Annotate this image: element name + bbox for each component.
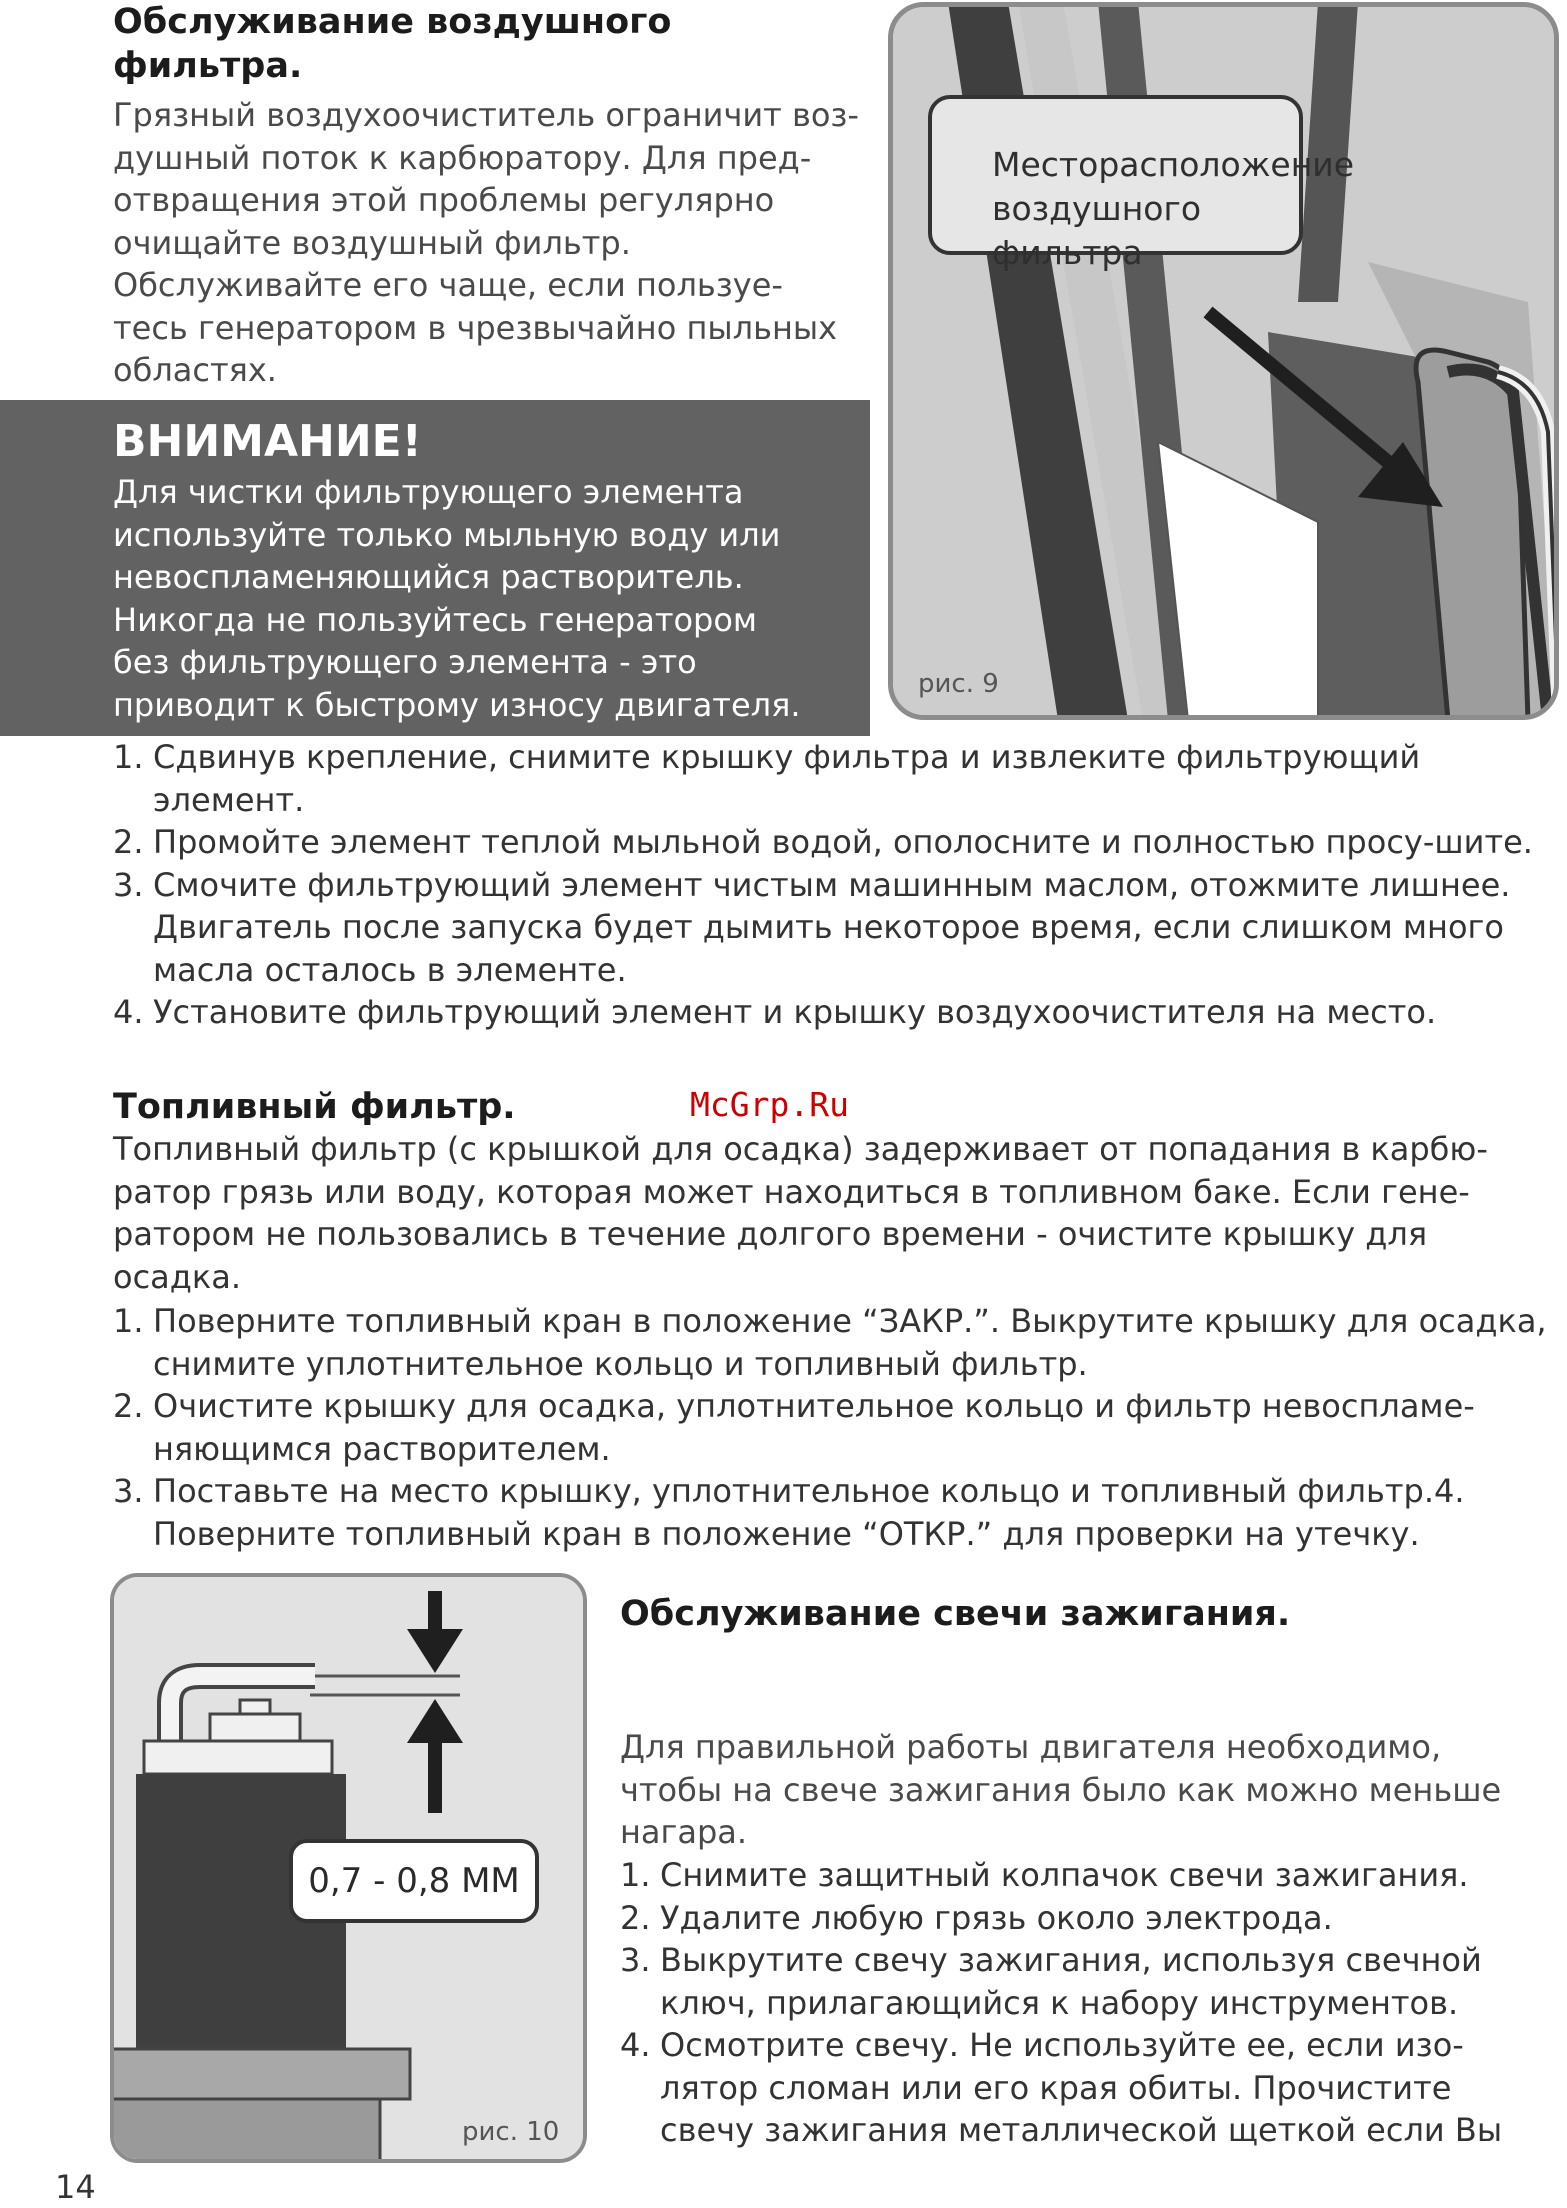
- air-filter-heading-line1: Обслуживание воздушного: [113, 2, 672, 42]
- air-filter-line: Грязный воздухоочиститель ограничит воз-: [113, 96, 859, 134]
- spark-line: чтобы на свече зажигания было как можно меньше: [620, 1770, 1502, 1809]
- list-item: [113, 736, 1563, 821]
- list-item: [620, 1897, 1540, 1940]
- page-number: 14: [55, 2168, 96, 2206]
- fuel-filter-heading: Топливный фильтр.: [113, 1087, 516, 1127]
- step-number: 3.: [620, 1941, 651, 1979]
- air-filter-line: душный поток к карбюратору. Для пред-: [113, 138, 812, 177]
- step-number: 1.: [113, 738, 144, 776]
- list-item: [113, 1385, 1563, 1470]
- step-number: 1.: [620, 1856, 651, 1894]
- step-number: 4.: [113, 993, 144, 1031]
- step-number: 2.: [113, 1387, 144, 1425]
- step-number: 3.: [113, 1472, 144, 1510]
- air-filter-paragraph: [113, 94, 873, 392]
- spark-plug-heading: Обслуживание свечи зажигания.: [620, 1594, 1291, 1634]
- fuel-filter-steps: [113, 1300, 1563, 1555]
- figure-9-air-filter-location: [888, 2, 1559, 720]
- figure-9-callout: [928, 95, 1355, 272]
- step-number: 4.: [620, 2026, 651, 2064]
- warning-line: без фильтрующего элемента - это: [113, 643, 697, 681]
- air-filter-line: отвращения этой проблемы регулярно: [113, 181, 775, 219]
- list-item: [620, 1939, 1540, 2024]
- list-item: [113, 864, 1563, 992]
- spark-line: нагара.: [620, 1813, 748, 1851]
- watermark-text: McGrp.Ru: [690, 1085, 849, 1124]
- warning-line: приводит к быстрому износу двигателя.: [113, 685, 801, 724]
- step-text: Поверните топливный кран в положение “ЗАКР.”. Выкрутите крышку для осадка, снимите уплотнительное кольцо и топливный фильтр.: [153, 1302, 1547, 1383]
- step-text: Сдвинув крепление, снимите крышку фильтра и извлеките фильтрующий элемент.: [153, 738, 1421, 819]
- spark-line: Для правильной работы двигателя необходимо,: [620, 1728, 1442, 1766]
- fuel-line: Топливный фильтр (с крышкой для осадка) задерживает от попадания в карбю-: [113, 1130, 1488, 1168]
- list-item: [113, 1470, 1563, 1555]
- step-text: Выкрутите свечу зажигания, используя свечной ключ, прилагающийся к набору инструментов.: [660, 1941, 1482, 2022]
- warning-line: используйте только мыльную воду или: [113, 515, 781, 554]
- gap-measurement-text: 0,7 - 0,8 ММ: [308, 1861, 520, 1901]
- list-item: [113, 991, 1563, 1034]
- air-filter-line: областях.: [113, 351, 277, 389]
- air-filter-line: тесь генератором в чрезвычайно пыльных: [113, 308, 838, 347]
- air-filter-steps: [113, 736, 1563, 1034]
- warning-title: ВНИМАНИЕ!: [113, 416, 422, 467]
- list-item: [113, 821, 1563, 864]
- callout-line: воздушного фильтра: [992, 189, 1202, 272]
- fuel-line: осадка.: [113, 1257, 242, 1296]
- step-number: 3.: [113, 865, 144, 904]
- step-text: Осмотрите свечу. Не используйте ее, если изо-лятор сломан или его края обиты. Прочистите свечу зажигания металлической щеткой если Вы: [660, 2026, 1503, 2149]
- spark-plug-paragraph: [620, 1726, 1560, 1854]
- air-filter-section: [113, 0, 873, 392]
- list-item: [620, 1854, 1540, 1897]
- step-number: 1.: [113, 1302, 144, 1340]
- air-filter-line: очищайте воздушный фильтр.: [113, 223, 631, 262]
- step-number: 2.: [113, 823, 144, 861]
- figure-9-caption: рис. 9: [918, 669, 999, 699]
- warning-text: [113, 471, 863, 726]
- warning-line: Для чистки фильтрующего элемента: [113, 473, 744, 511]
- step-text: Снимите защитный колпачок свечи зажигания.: [660, 1856, 1469, 1894]
- air-filter-heading-line2: фильтра.: [113, 46, 303, 86]
- warning-line: невоспламеняющийся растворитель.: [113, 558, 744, 596]
- list-item: [113, 1300, 1563, 1385]
- fuel-line: ратором не пользовались в течение долгого времени - очистите крышку для: [113, 1215, 1428, 1253]
- fuel-filter-paragraph: [113, 1128, 1563, 1298]
- spark-plug-steps: [620, 1854, 1540, 2152]
- step-text: Удалите любую грязь около электрода.: [660, 1898, 1333, 1937]
- step-text: Очистите крышку для осадка, уплотнительное кольцо и фильтр невоспламе-няющимся растворителем.: [153, 1387, 1475, 1468]
- figure-9-callout-text: [992, 143, 1354, 275]
- warning-line: Никогда не пользуйтесь генератором: [113, 600, 758, 639]
- figure-10-caption: рис. 10: [462, 2117, 560, 2147]
- air-filter-line: Обслуживайте его чаще, если пользуе-: [113, 266, 783, 304]
- fuel-line: ратор грязь или воду, которая может находиться в топливном баке. Если гене-: [113, 1172, 1470, 1211]
- air-filter-heading: [113, 0, 873, 88]
- step-text: Промойте элемент теплой мыльной водой, ополосните и полностью просу-шите.: [153, 823, 1533, 861]
- step-text: Смочите фильтрующий элемент чистым машинным маслом, отожмите лишнее. Двигатель после запуска будет дымить некоторое время, если слишком много масла осталось в элементе.: [153, 865, 1511, 989]
- figure-10-spark-plug-gap: [110, 1573, 587, 2163]
- step-text: Поставьте на место крышку, уплотнительное кольцо и топливный фильтр.4. Поверните топливный кран в положение “ОТКР.” для проверки на утечку.: [153, 1472, 1465, 1553]
- step-number: 2.: [620, 1898, 651, 1937]
- list-item: [620, 2024, 1540, 2152]
- gap-measurement-label: [289, 1839, 539, 1923]
- step-text: Установите фильтрующий элемент и крышку воздухоочистителя на место.: [153, 993, 1437, 1031]
- callout-line: Месторасположение: [992, 145, 1355, 184]
